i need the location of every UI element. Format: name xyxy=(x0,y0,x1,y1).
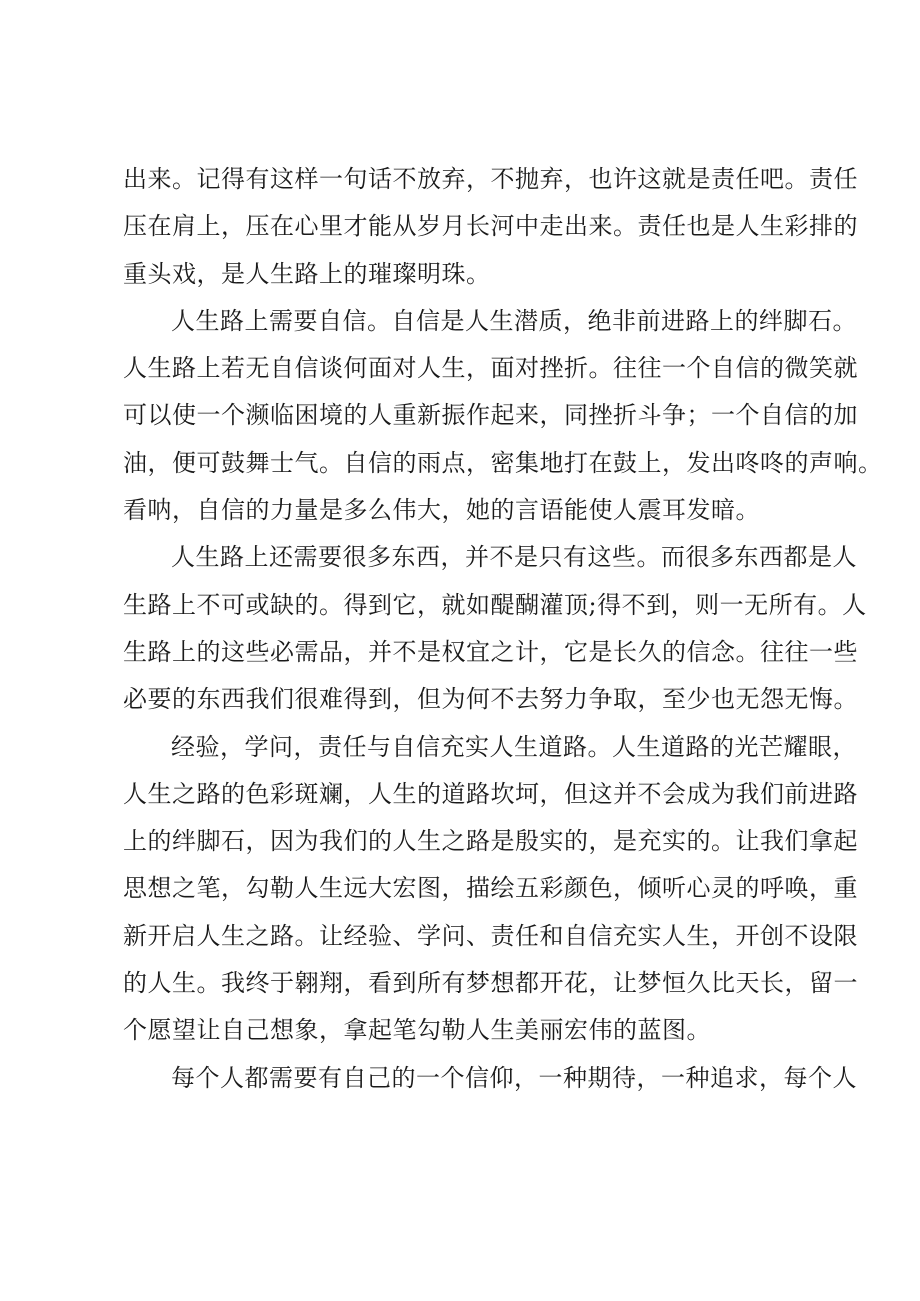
text-line: 人生之路的色彩斑斓，人生的道路坎坷，但这并不会成为我们前进路 xyxy=(123,779,858,808)
paragraph-start-line: 每个人都需要有自己的一个信仰，一种期待，一种追求，每个人 xyxy=(171,1063,857,1092)
text-line: 重头戏，是人生路上的璀璨明珠。 xyxy=(123,259,491,288)
body-text xyxy=(123,156,883,1102)
text-line: 新开启人生之路。让经验、学问、责任和自信充实人生，开创不设限 xyxy=(123,921,858,950)
text-line: 可以使一个濒临困境的人重新振作起来，同挫折斗争；一个自信的加 xyxy=(123,401,858,430)
text-line: 上的绊脚石，因为我们的人生之路是殷实的，是充实的。让我们拿起 xyxy=(123,827,858,856)
text-line: 油，便可鼓舞士气。自信的雨点，密集地打在鼓上，发出咚咚的声响。 xyxy=(123,448,883,477)
text-line: 看呐，自信的力量是多么伟大，她的言语能使人震耳发暗。 xyxy=(123,496,760,525)
paragraph-start-line: 经验，学问，责任与自信充实人生道路。人生道路的光芒耀眼， xyxy=(171,732,857,761)
paragraph-start-line: 人生路上需要自信。自信是人生潜质，绝非前进路上的绊脚石。 xyxy=(171,306,857,335)
text-line: 压在肩上，压在心里才能从岁月长河中走出来。责任也是人生彩排的 xyxy=(123,212,858,241)
paragraph-start-line: 人生路上还需要很多东西，并不是只有这些。而很多东西都是人 xyxy=(171,543,857,572)
text-line: 个愿望让自己想象，拿起笔勾勒人生美丽宏伟的蓝图。 xyxy=(123,1016,711,1045)
text-line: 思想之笔，勾勒人生远大宏图，描绘五彩颜色，倾听心灵的呼唤，重 xyxy=(123,874,858,903)
text-line: 人生路上若无自信谈何面对人生，面对挫折。往往一个自信的微笑就 xyxy=(123,354,858,383)
text-line: 的人生。我终于翱翔，看到所有梦想都开花，让梦恒久比天长，留一 xyxy=(123,969,858,998)
text-line: 生路上的这些必需品，并不是权宜之计，它是长久的信念。往往一些 xyxy=(123,637,858,666)
text-line: 出来。记得有这样一句话不放弃，不抛弃，也许这就是责任吧。责任 xyxy=(123,165,858,193)
text-line: 生路上不可或缺的。得到它，就如醍醐灌顶;得不到，则一无所有。人 xyxy=(123,590,867,619)
text-line: 必要的东西我们很难得到，但为何不去努力争取，至少也无怨无悔。 xyxy=(123,685,858,714)
